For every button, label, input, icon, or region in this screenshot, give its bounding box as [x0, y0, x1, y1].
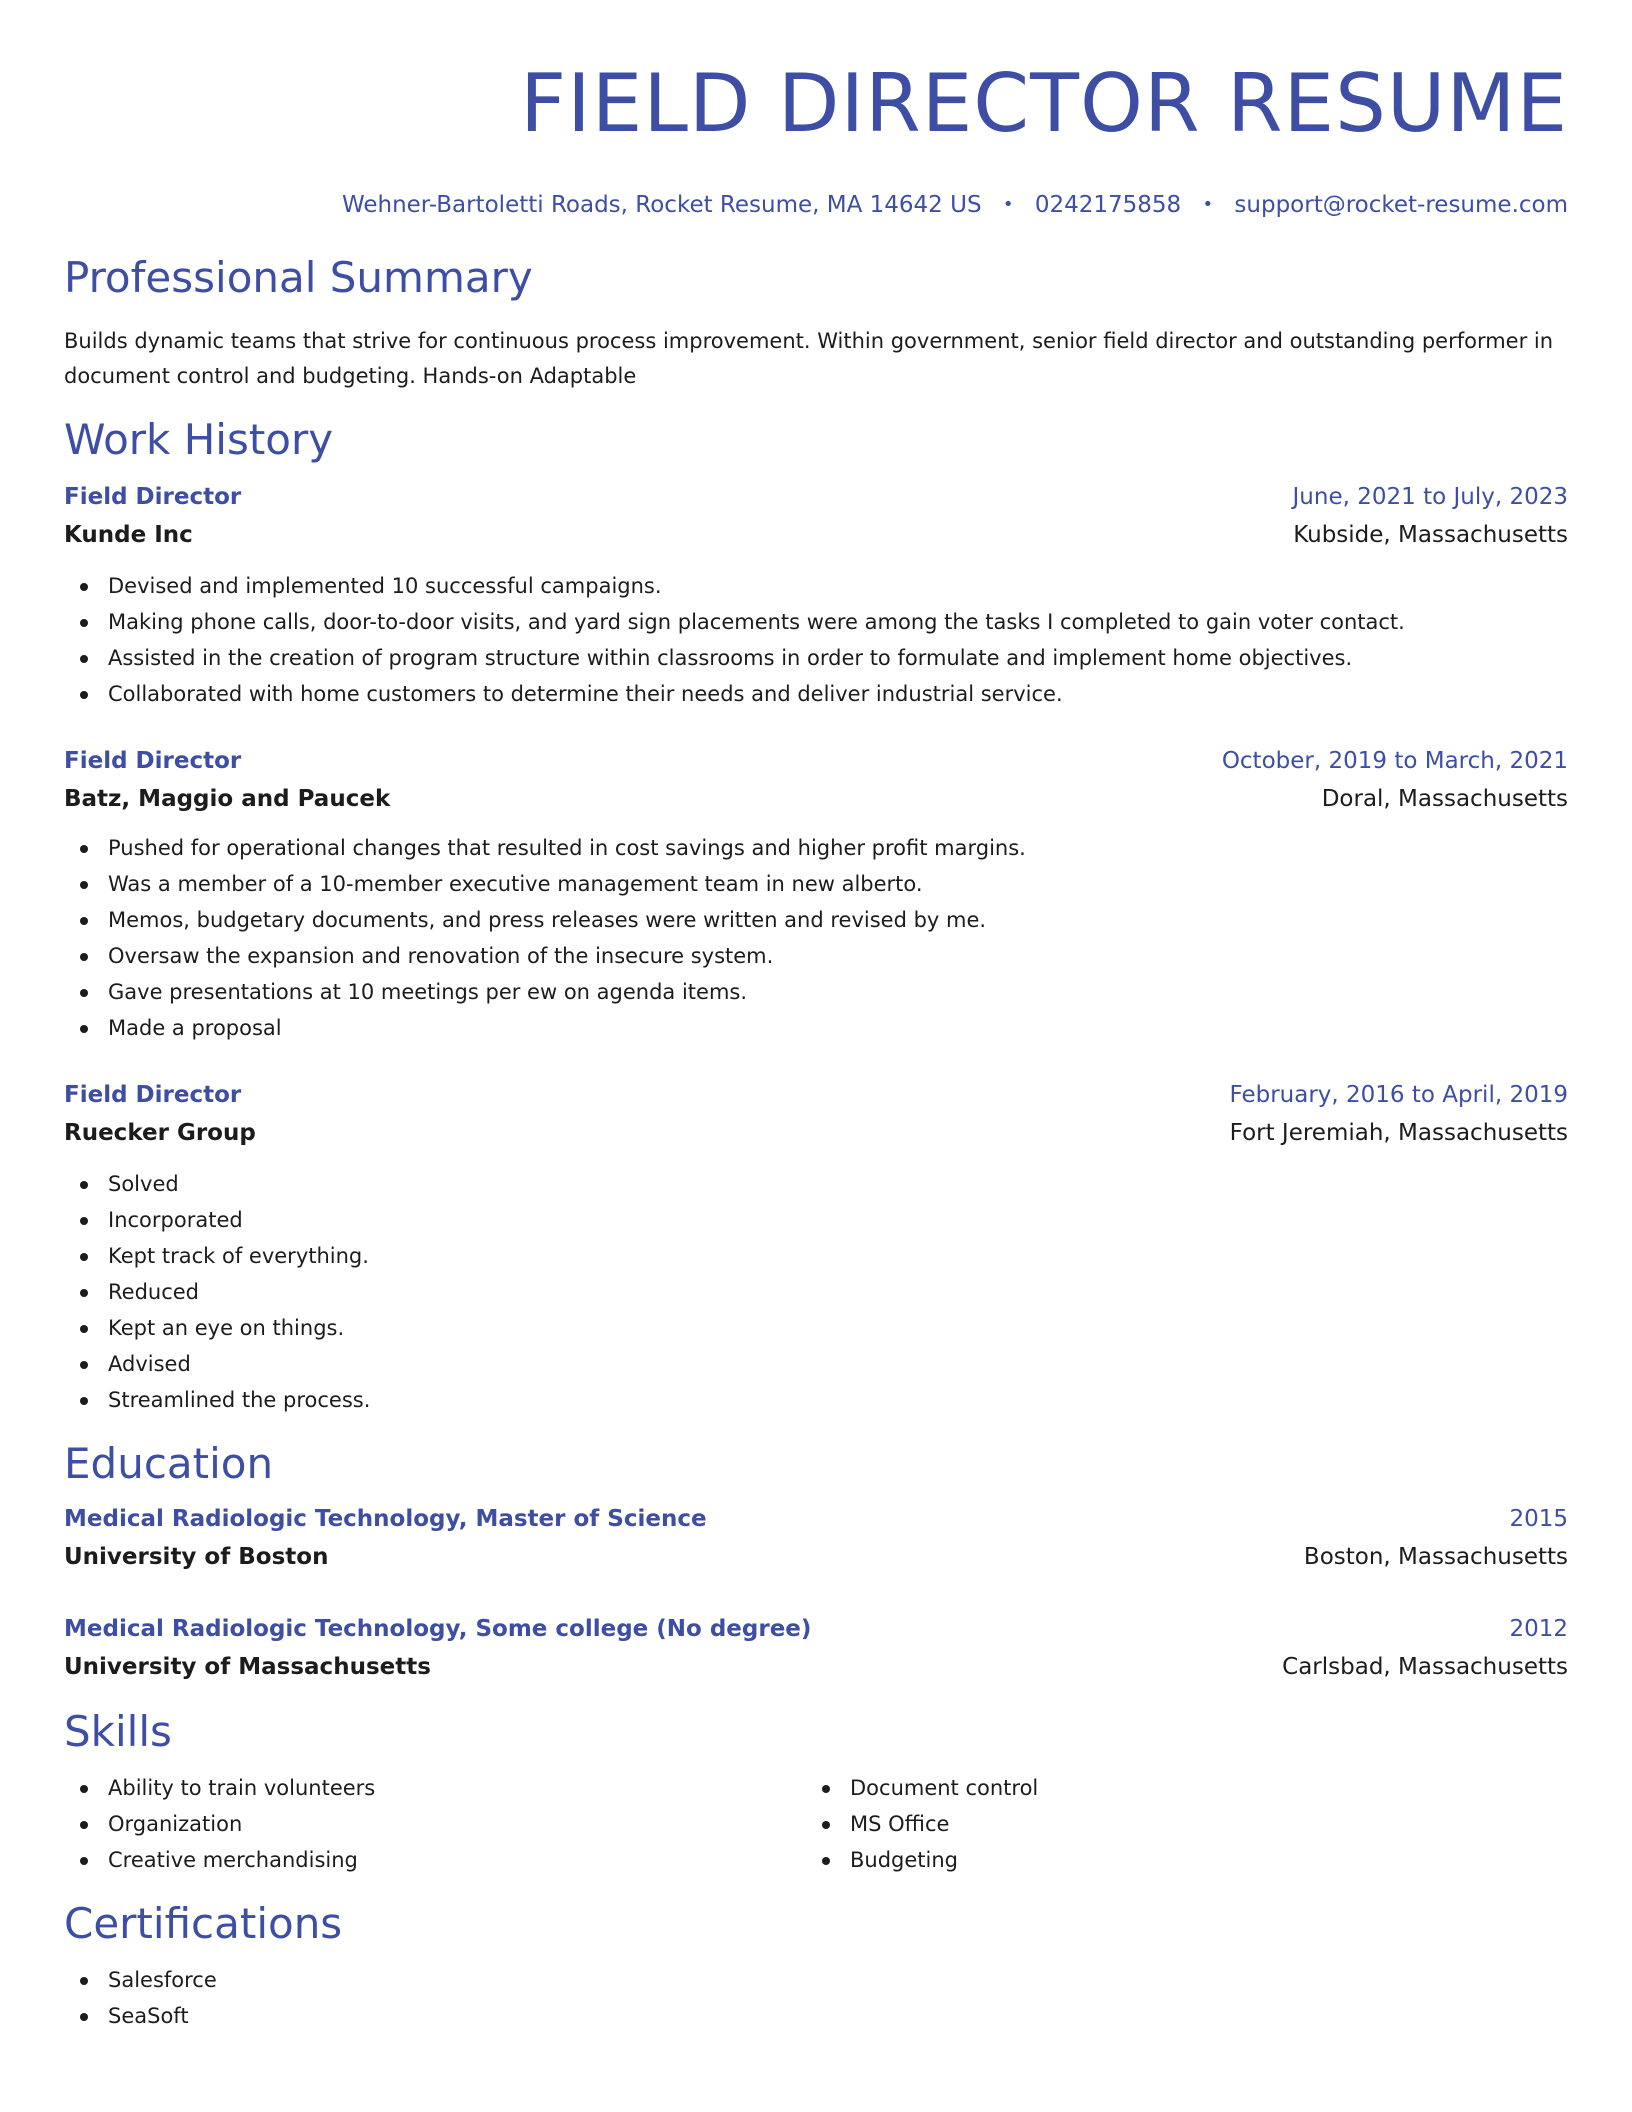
- education-school-row: [64, 1538, 1568, 1576]
- education-school: University of Boston: [64, 1544, 329, 1570]
- skill-item: MS Office: [806, 1806, 1548, 1842]
- job-company: Kunde Inc: [64, 522, 193, 548]
- education-year: 2012: [1509, 1616, 1568, 1642]
- contact-email[interactable]: support@rocket-resume.com: [1234, 192, 1568, 218]
- job-title: Field Director: [64, 748, 242, 774]
- list-item: Assisted in the creation of program structure within classrooms in order to formulate and implement home objectives.: [64, 640, 1568, 676]
- skill-item: Organization: [64, 1806, 806, 1842]
- list-item: Collaborated with home customers to determine their needs and deliver industrial service.: [64, 676, 1568, 712]
- summary-text: Builds dynamic teams that strive for continuous process improvement. Within government, senior field director and outstanding performer in document control and budgeting. Hands-on Adaptable: [64, 329, 1554, 388]
- job-bullets: [64, 568, 1568, 712]
- certification-item: SeaSoft: [64, 1998, 1568, 2034]
- skills-grid: [64, 1770, 1568, 1878]
- job-entry: [64, 478, 1568, 712]
- skill-item: Budgeting: [806, 1842, 1548, 1878]
- list-item: Was a member of a 10-member executive management team in new alberto.: [64, 866, 1568, 902]
- contact-separator: •: [1002, 194, 1014, 215]
- education-degree-row: [64, 1500, 1568, 1538]
- list-item: Pushed for operational changes that resulted in cost savings and higher profit margins.: [64, 830, 1568, 866]
- skill-item: Document control: [806, 1770, 1548, 1806]
- job-location: Doral, Massachusetts: [1321, 786, 1568, 812]
- skills-list-right: [806, 1770, 1548, 1878]
- skills-heading: Skills: [64, 1707, 172, 1756]
- job-bullets: [64, 830, 1568, 1046]
- job-company: Batz, Maggio and Paucek: [64, 786, 391, 812]
- job-entry: [64, 1076, 1568, 1418]
- contact-separator: •: [1202, 194, 1214, 215]
- job-location: Kubside, Massachusetts: [1293, 522, 1568, 548]
- list-item: Kept an eye on things.: [64, 1310, 1568, 1346]
- list-item: Kept track of everything.: [64, 1238, 1568, 1274]
- list-item: Making phone calls, door-to-door visits, and yard sign placements were among the tasks I completed to gain voter contact.: [64, 604, 1568, 640]
- skill-item: Ability to train volunteers: [64, 1770, 806, 1806]
- list-item: Devised and implemented 10 successful campaigns.: [64, 568, 1568, 604]
- certifications-heading: Certifications: [64, 1899, 343, 1948]
- job-header-row: [64, 742, 1568, 780]
- job-header-row: [64, 1076, 1568, 1114]
- list-item: Oversaw the expansion and renovation of the insecure system.: [64, 938, 1568, 974]
- contact-line: [64, 190, 1568, 222]
- education-entry: [64, 1610, 1568, 1686]
- list-item: Advised: [64, 1346, 1568, 1382]
- list-item: Streamlined the process.: [64, 1382, 1568, 1418]
- education-school: University of Massachusetts: [64, 1654, 431, 1680]
- summary-heading: Professional Summary: [64, 253, 533, 302]
- contact-phone: 0242175858: [1034, 192, 1182, 218]
- education-degree: Medical Radiologic Technology, Master of Science: [64, 1506, 707, 1532]
- certification-item: Salesforce: [64, 1962, 1568, 1998]
- education-year: 2015: [1509, 1506, 1568, 1532]
- job-dates: June, 2021 to July, 2023: [1292, 484, 1568, 510]
- job-header-row: [64, 478, 1568, 516]
- skills-list-left: [64, 1770, 806, 1878]
- job-entry: [64, 742, 1568, 1046]
- job-company-row: [64, 1114, 1568, 1152]
- list-item: Incorporated: [64, 1202, 1568, 1238]
- work-history-heading: Work History: [64, 415, 334, 464]
- list-item: Made a proposal: [64, 1010, 1568, 1046]
- list-item: Reduced: [64, 1274, 1568, 1310]
- job-company-row: [64, 516, 1568, 554]
- list-item: Solved: [64, 1166, 1568, 1202]
- education-heading: Education: [64, 1439, 274, 1488]
- job-company-row: [64, 780, 1568, 818]
- education-school-row: [64, 1648, 1568, 1686]
- education-degree: Medical Radiologic Technology, Some college (No degree): [64, 1616, 812, 1642]
- education-location: Boston, Massachusetts: [1303, 1544, 1568, 1570]
- education-location: Carlsbad, Massachusetts: [1282, 1654, 1568, 1680]
- job-location: Fort Jeremiah, Massachusetts: [1229, 1120, 1568, 1146]
- resume-page: [64, 0, 1568, 2034]
- resume-title: FIELD DIRECTOR RESUME: [520, 57, 1568, 150]
- job-company: Ruecker Group: [64, 1120, 256, 1146]
- list-item: Memos, budgetary documents, and press releases were written and revised by me.: [64, 902, 1568, 938]
- list-item: Gave presentations at 10 meetings per ew on agenda items.: [64, 974, 1568, 1010]
- contact-address: Wehner-Bartoletti Roads, Rocket Resume, MA 14642 US: [341, 192, 982, 218]
- job-bullets: [64, 1166, 1568, 1418]
- education-entry: [64, 1500, 1568, 1576]
- job-title: Field Director: [64, 1082, 242, 1108]
- skill-item: Creative merchandising: [64, 1842, 806, 1878]
- job-dates: October, 2019 to March, 2021: [1221, 748, 1568, 774]
- job-dates: February, 2016 to April, 2019: [1229, 1082, 1568, 1108]
- certifications-list: [64, 1962, 1568, 2034]
- job-title: Field Director: [64, 484, 242, 510]
- education-degree-row: [64, 1610, 1568, 1648]
